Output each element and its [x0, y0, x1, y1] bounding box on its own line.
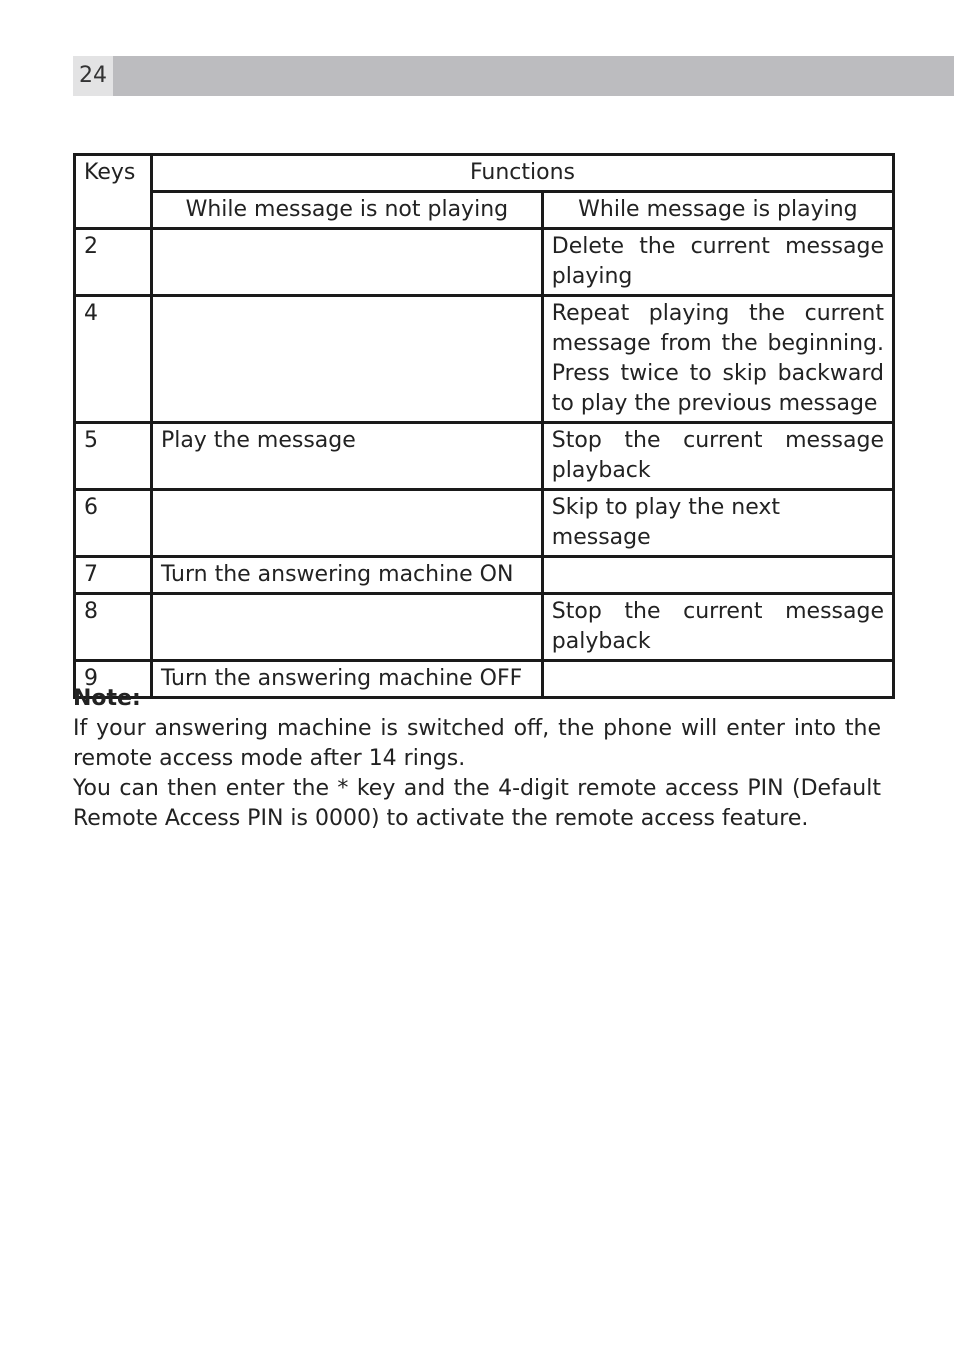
remote-keys-table	[73, 153, 895, 699]
playing-cell: Skip to play the next message	[542, 490, 893, 557]
table-row	[75, 423, 894, 490]
key-cell: 4	[75, 296, 152, 423]
table-subheader-row	[75, 192, 894, 229]
key-cell: 9	[75, 661, 152, 698]
playing-cell: Delete the current message playing	[542, 229, 893, 296]
playing-header: While message is playing	[542, 192, 893, 229]
keys-header: Keys	[75, 155, 152, 229]
not-playing-cell: Play the message	[151, 423, 542, 490]
not-playing-header: While message is not playing	[151, 192, 542, 229]
key-cell: 8	[75, 594, 152, 661]
not-playing-cell	[151, 490, 542, 557]
not-playing-cell: Turn the answering machine OFF	[151, 661, 542, 698]
playing-cell	[542, 557, 893, 594]
not-playing-cell	[151, 594, 542, 661]
not-playing-cell: Turn the answering machine ON	[151, 557, 542, 594]
note-paragraph: You can then enter the * key and the 4-digit remote access PIN (Default Remote Access PIN is 0000) to activate the remote access feature.	[73, 776, 881, 831]
not-playing-cell	[151, 296, 542, 423]
page-header-bar	[73, 56, 954, 96]
playing-cell: Stop the current message palyback	[542, 594, 893, 661]
table-row	[75, 557, 894, 594]
table-row	[75, 594, 894, 661]
note-title: Note:	[73, 686, 141, 711]
table-row	[75, 296, 894, 423]
not-playing-cell	[151, 229, 542, 296]
playing-cell: Repeat playing the current message from the beginning. Press twice to skip backward to play the previous message	[542, 296, 893, 423]
table-row	[75, 490, 894, 557]
note-paragraph: If your answering machine is switched off, the phone will enter into the remote access mode after 14 rings.	[73, 716, 881, 771]
table-row	[75, 229, 894, 296]
table-header-row	[75, 155, 894, 192]
playing-cell: Stop the current message playback	[542, 423, 893, 490]
functions-header: Functions	[151, 155, 893, 192]
key-cell: 6	[75, 490, 152, 557]
key-cell: 5	[75, 423, 152, 490]
page-number: 24	[73, 56, 113, 96]
key-cell: 2	[75, 229, 152, 296]
note-section	[73, 684, 881, 834]
key-cell: 7	[75, 557, 152, 594]
